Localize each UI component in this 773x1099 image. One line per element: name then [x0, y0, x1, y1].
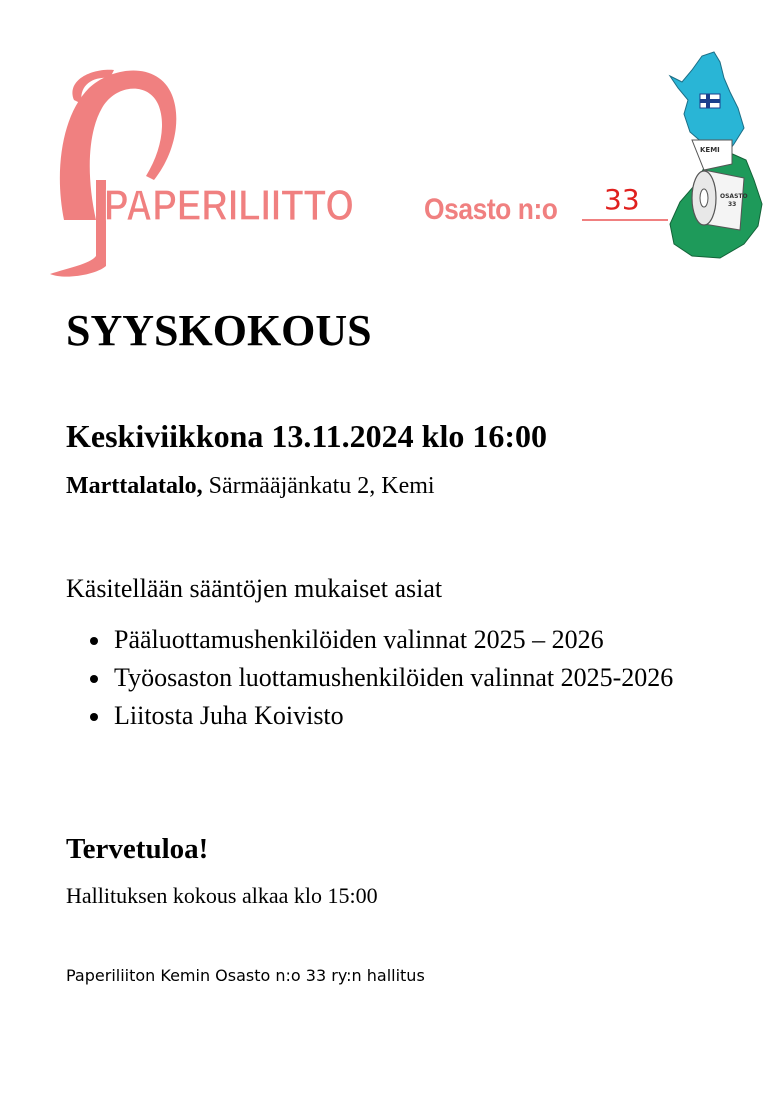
- page-title: SYYSKOKOUS: [66, 306, 372, 355]
- map-osasto-number: 33: [728, 201, 737, 208]
- venue-name: Marttalatalo,: [66, 473, 203, 499]
- event-venue: [66, 473, 435, 500]
- agenda-list: [66, 621, 706, 735]
- footer-signature: Paperiliiton Kemin Osasto n:o 33 ry:n hallitus: [66, 966, 425, 985]
- event-datetime: Keskiviikkona 13.11.2024 klo 16:00: [66, 418, 547, 454]
- osasto-number: 33: [604, 183, 640, 216]
- logo-wordmark: PAPERILIITTO: [104, 181, 354, 230]
- osasto-underline: [582, 219, 668, 221]
- board-meeting-note: Hallituksen kokous alkaa klo 15:00: [66, 883, 378, 908]
- finland-map-icon: [664, 48, 764, 263]
- paperiliitto-logo: [44, 60, 364, 286]
- agenda-item: Työosaston luottamushenkilöiden valinnat 2025-2026: [66, 659, 706, 697]
- venue-address: Särmääjänkatu 2, Kemi: [202, 473, 435, 499]
- welcome-heading: Tervetuloa!: [66, 833, 209, 865]
- map-kemi-label: KEMI: [700, 146, 720, 154]
- agenda-intro: Käsitellään sääntöjen mukaiset asiat: [66, 574, 443, 603]
- osasto-label: Osasto n:o: [424, 193, 558, 226]
- agenda-item: Liitosta Juha Koivisto: [66, 697, 706, 735]
- map-osasto-label: OSASTO: [720, 193, 748, 200]
- agenda-item: Pääluottamushenkilöiden valinnat 2025 – 2026: [66, 621, 706, 659]
